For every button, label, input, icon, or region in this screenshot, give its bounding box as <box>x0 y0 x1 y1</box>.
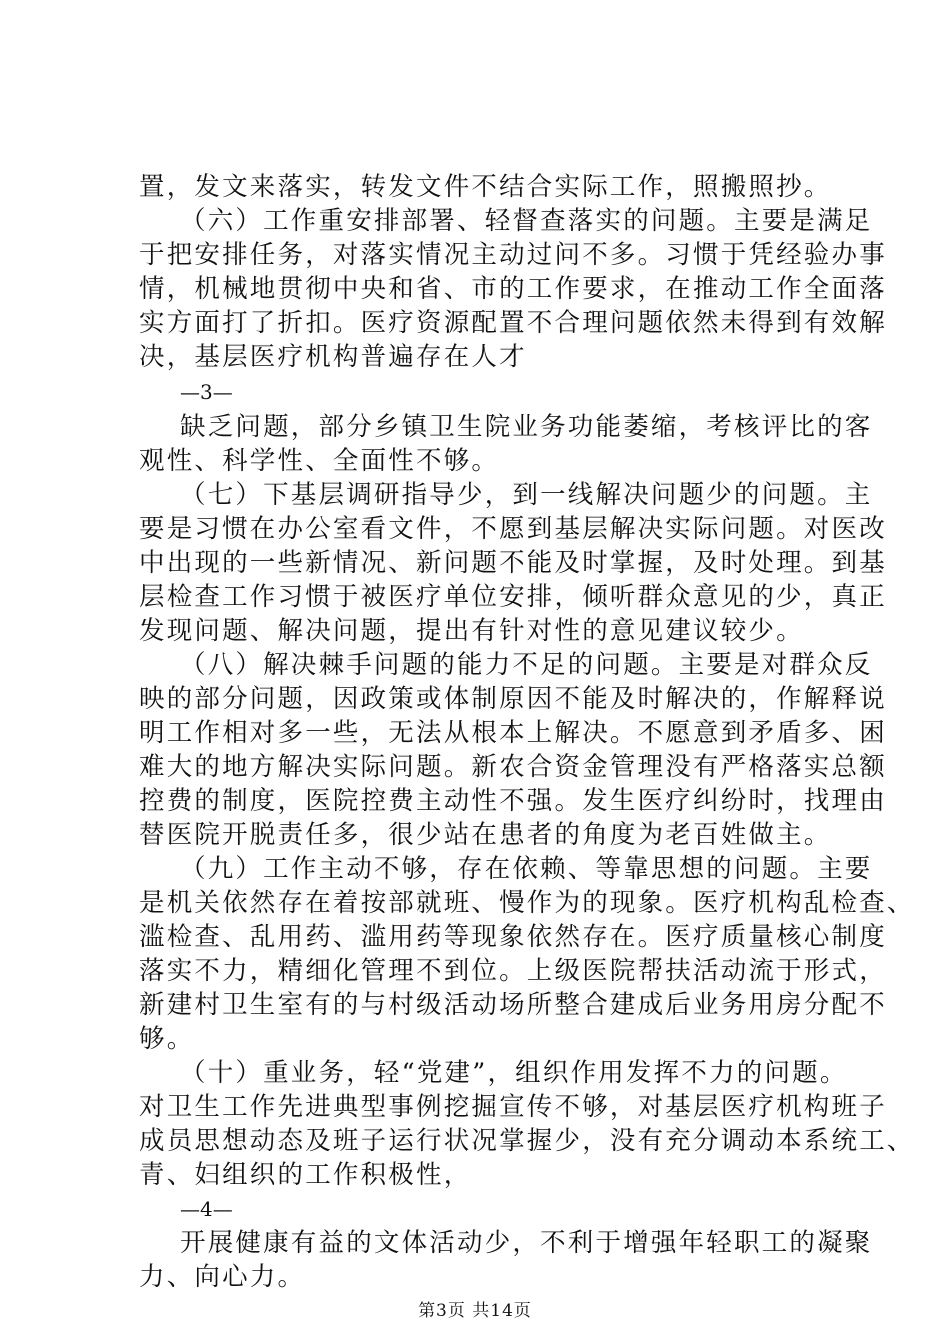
paragraph-heading-8: （八）解决棘手问题的能力不足的问题。主要是对群众反 <box>180 650 873 680</box>
inline-page-marker: —4— <box>180 1197 233 1221</box>
text-line: 置，发文来落实，转发文件不结合实际工作，照搬照抄。 <box>139 172 832 202</box>
text-line: 够。 <box>139 1024 195 1054</box>
paragraph-heading-9: （九）工作主动不够，存在依赖、等靠思想的问题。主要 <box>180 854 873 884</box>
text-line: 缺乏问题，部分乡镇卫生院业务功能萎缩，考核评比的客 <box>180 412 873 442</box>
text-line: 映的部分问题，因政策或体制原因不能及时解决的，作解释说 <box>139 684 887 714</box>
text-line: 对卫生工作先进典型事例挖掘宣传不够，对基层医疗机构班子 <box>139 1092 887 1122</box>
text-line: 要是习惯在办公室看文件，不愿到基层解决实际问题。对医改 <box>139 514 887 544</box>
text-line: 明工作相对多一些，无法从根本上解决。不愿意到矛盾多、困 <box>139 718 887 748</box>
text-line: 难大的地方解决实际问题。新农合资金管理没有严格落实总额 <box>139 752 887 782</box>
text-line: 于把安排任务，对落实情况主动过问不多。习惯于凭经验办事 <box>139 240 887 270</box>
paragraph-heading-10: （十）重业务，轻“党建”，组织作用发挥不力的问题。 <box>180 1058 848 1088</box>
text-line: 青、妇组织的工作积极性， <box>139 1160 472 1190</box>
text-line: 滥检查、乱用药、滥用药等现象依然存在。医疗质量核心制度 <box>139 922 887 952</box>
text-line: 情，机械地贯彻中央和省、市的工作要求，在推动工作全面落 <box>139 274 887 304</box>
text-line: 控费的制度，医院控费主动性不强。发生医疗纠纷时，找理由 <box>139 786 887 816</box>
page-footer: 第3页 共14页 <box>418 1301 532 1321</box>
text-line: 决，基层医疗机构普遍存在人才 <box>139 342 527 372</box>
text-line: 替医院开脱责任多，很少站在患者的角度为老百姓做主。 <box>139 820 832 850</box>
text-line: 中出现的一些新情况、新问题不能及时掌握，及时处理。到基 <box>139 548 887 578</box>
text-line: 开展健康有益的文体活动少，不利于增强年轻职工的凝聚 <box>180 1228 873 1258</box>
paragraph-heading-7: （七）下基层调研指导少，到一线解决问题少的问题。主 <box>180 480 873 510</box>
text-line: 力、向心力。 <box>139 1262 306 1292</box>
inline-page-marker: —3— <box>180 380 233 404</box>
text-line: 观性、科学性、全面性不够。 <box>139 446 500 476</box>
paragraph-heading-6: （六）工作重安排部署、轻督查落实的问题。主要是满足 <box>180 206 873 236</box>
text-line: 落实不力，精细化管理不到位。上级医院帮扶活动流于形式， <box>139 956 887 986</box>
text-line: 实方面打了折扣。医疗资源配置不合理问题依然未得到有效解 <box>139 308 887 338</box>
text-line: 是机关依然存在着按部就班、慢作为的现象。医疗机构乱检查、 <box>139 888 915 918</box>
text-line: 成员思想动态及班子运行状况掌握少，没有充分调动本系统工、 <box>139 1126 915 1156</box>
text-line: 层检查工作习惯于被医疗单位安排，倾听群众意见的少，真正 <box>139 582 887 612</box>
text-line: 新建村卫生室有的与村级活动场所整合建成后业务用房分配不 <box>139 990 887 1020</box>
text-line: 发现问题、解决问题，提出有针对性的意见建议较少。 <box>139 616 804 646</box>
